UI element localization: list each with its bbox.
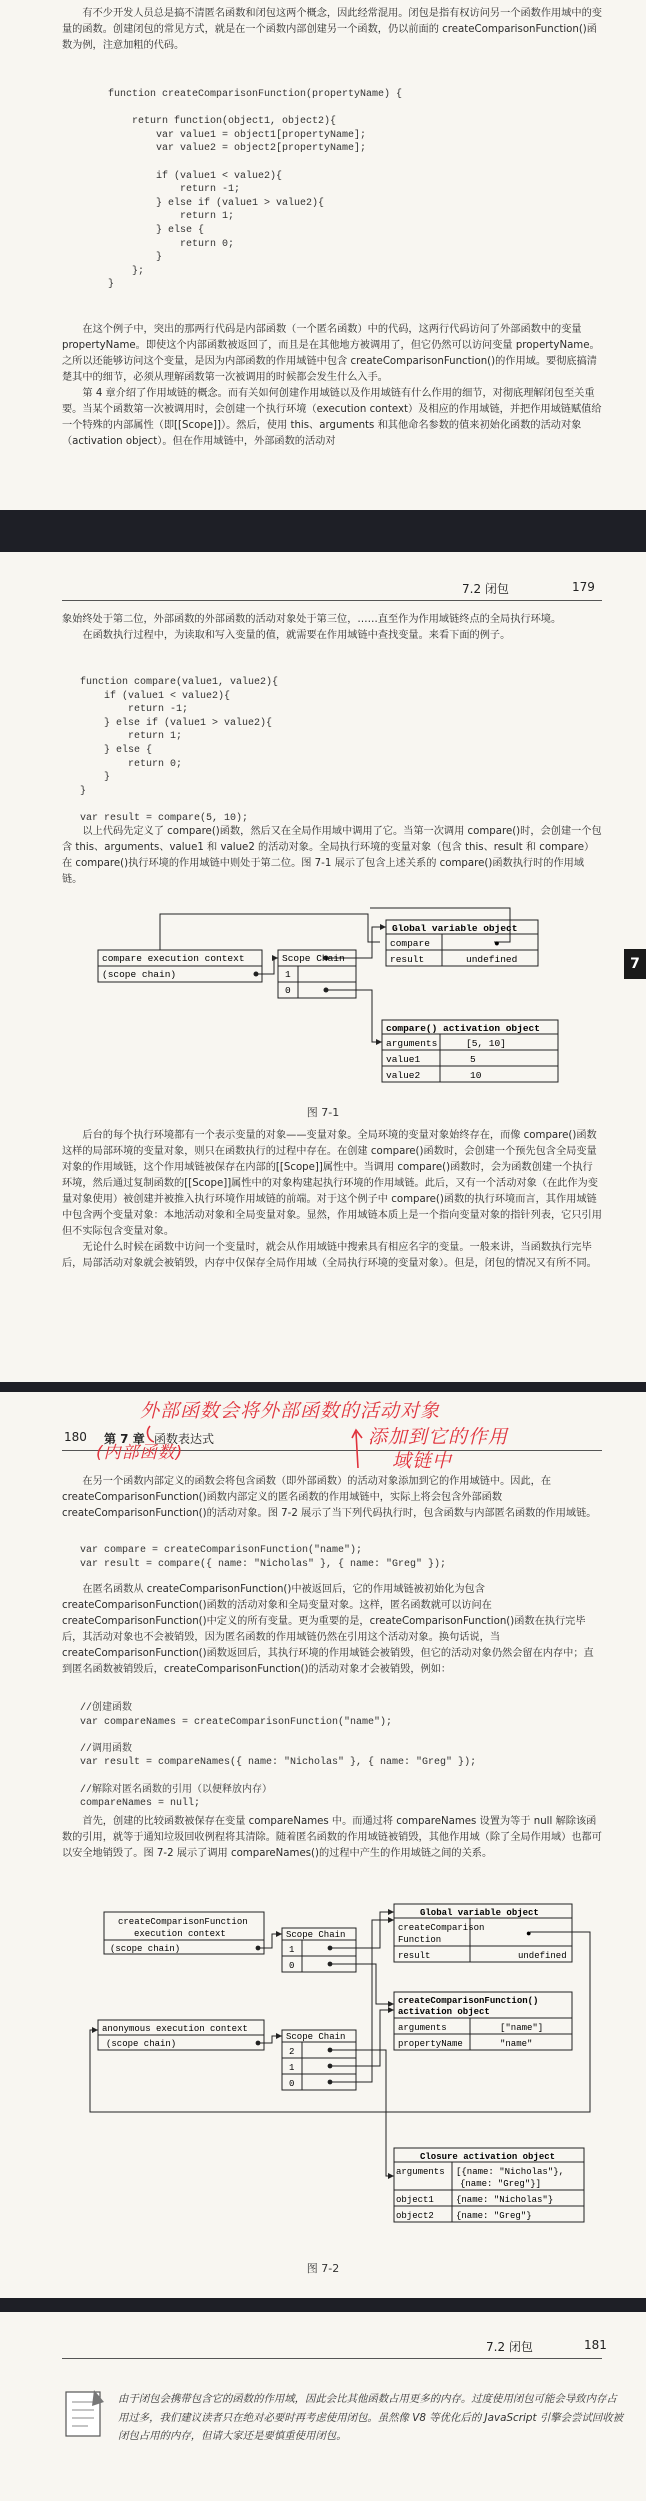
handwritten-note: 域链中 bbox=[392, 1450, 453, 1472]
ctx-title: execution context bbox=[134, 1929, 226, 1939]
page3-explanation bbox=[62, 1582, 602, 1678]
note-text: 由于闭包会携带包含它的函数的作用域，因此会比其他函数占用更多的内存。过度使用闭包可能会导致内存占用过多，我们建议读者只在绝对必要时再考虑使用闭包。虽然像 V8 等优化后的 JavaScript 引擎会尝试回收被闭包占用的内存，但请大家还是要慎重使用闭包。 bbox=[118, 2393, 624, 2443]
page2-intro bbox=[62, 612, 602, 644]
global-row-value: ● bbox=[526, 1929, 532, 1939]
chain-title: Scope Chain bbox=[282, 953, 345, 964]
activation-row-value: "name" bbox=[500, 2039, 533, 2049]
activation-row-name: value1 bbox=[386, 1054, 421, 1065]
handwritten-note: (内部函数) bbox=[96, 1443, 184, 1463]
header-rule bbox=[62, 2358, 602, 2359]
running-header: 7.2 闭包 bbox=[462, 582, 509, 596]
global-row-name: compare bbox=[390, 938, 430, 949]
activation-row-value: ["name"] bbox=[500, 2023, 544, 2033]
page3-code-block-1 bbox=[80, 1544, 620, 1571]
activation-object-title: compare() activation object bbox=[386, 1023, 540, 1034]
chapter-title: 函数表达式 bbox=[154, 1432, 215, 1446]
page3-code-block-2 bbox=[80, 1702, 620, 1811]
closure-row-value: {name: "Greg"} bbox=[456, 2211, 532, 2221]
figure-caption: 图 7-1 bbox=[306, 1106, 340, 1119]
ctx-scope: (scope chain) bbox=[102, 969, 177, 980]
activation-row-name: propertyName bbox=[398, 2039, 463, 2049]
global-object-title: Global variable object bbox=[420, 1908, 539, 1918]
chain-title: Scope Chain bbox=[286, 2032, 346, 2042]
closure-row-value: {name: "Nicholas"} bbox=[456, 2195, 554, 2205]
paragraph: 有不少开发人员总是搞不清匿名函数和闭包这两个概念，因此经常混用。闭包是指有权访问另一个函数作用域中的变量的函数。创建闭包的常见方式，就是在一个函数内部创建另一个函数，仍以前面的 createComparisonFunction()函数为例，注意加粗的代码。 bbox=[62, 8, 602, 51]
closure-row-name: object2 bbox=[396, 2211, 434, 2221]
closure-row-value: [{name: "Nicholas"}, bbox=[456, 2167, 565, 2177]
global-row-value: undefined bbox=[518, 1951, 567, 1961]
chapter-tab: 7 bbox=[624, 949, 646, 979]
chain-index: 1 bbox=[285, 969, 291, 980]
closure-row-name: object1 bbox=[396, 2195, 434, 2205]
chain-title: Scope Chain bbox=[286, 1930, 346, 1940]
page1-code-block bbox=[108, 88, 646, 292]
page-number: 181 bbox=[584, 2338, 607, 2352]
global-row-name: result bbox=[390, 954, 425, 965]
code-listing: var compare = createComparisonFunction("name"); var result = compare({ name: "Nicholas" }, { name: "Greg" }); bbox=[80, 1545, 447, 1570]
code-listing: //创建函数 var compareNames = createComparisonFunction("name"); //调用函数 var result = compareNames({ name: "Nicholas" }, { name: "Greg" }); //解除对匿名函数的引用（以便释放内存） compareNames = null; bbox=[80, 1703, 477, 1810]
activation-row-value: 10 bbox=[470, 1070, 482, 1081]
page2-code-block bbox=[80, 676, 620, 826]
chain-index: 1 bbox=[289, 2063, 295, 2073]
paragraph: 首先，创建的比较函数被保存在变量 compareNames 中。而通过将 compareNames 设置为等于 null 解除该函数的引用，就等于通知垃圾回收例程将其清除。随着匿名函数的作用域链被销毁，其他作用域（除了全局作用域）也都可以安全地销毁了。图 7-2 展示了调用 compareNames()的过程中产生的作用域链之间的关系。 bbox=[62, 1816, 602, 1859]
activation-row-value: [5, 10] bbox=[466, 1038, 506, 1049]
figure-7-2 bbox=[0, 1880, 646, 2260]
global-object-title: Global variable object bbox=[392, 923, 518, 934]
code-listing: function compare(value1, value2){ if (value1 < value2){ return -1; } else if (value1 > value2){ return 1; } else { return 0; } } var result = compare(5, 10); bbox=[80, 677, 279, 824]
activation-object-title: createComparisonFunction() bbox=[398, 1996, 539, 2006]
book-page-181 bbox=[0, 2312, 646, 2501]
chain-index: 0 bbox=[289, 1961, 295, 1971]
page1-body bbox=[62, 322, 602, 450]
running-header: 7.2 闭包 bbox=[486, 2340, 533, 2354]
chain-index: 0 bbox=[289, 2079, 295, 2089]
activation-row-value: 5 bbox=[470, 1054, 476, 1065]
page2-body bbox=[62, 1128, 602, 1272]
paragraph: 在另一个函数内部定义的函数会将包含函数（即外部函数）的活动对象添加到它的作用域链中。因此，在 createComparisonFunction()函数内部定义的匿名函数的作用域链中，实际上将会包含外部函数 createComparisonFunction()的活动对象。图 7-2 展示了当下列代码执行时，包含函数与内部匿名函数的作用域链。 bbox=[62, 1476, 597, 1519]
activation-row-name: arguments bbox=[386, 1038, 438, 1049]
paragraph: 以上代码先定义了 compare()函数，然后又在全局作用域中调用了它。当第一次调用 compare()时，会创建一个包含 this、arguments、value1 和 value2 的活动对象。全局执行环境的变量对象（包含 this、result 和 compare）在 compare()执行环境的作用域链中则处于第二位。图 7-1 展示了包含上述关系的 compare()函数执行时的作用域链。 bbox=[62, 826, 602, 885]
page-number: 179 bbox=[572, 580, 595, 594]
ctx-scope: (scope chain) bbox=[110, 1944, 181, 1954]
page1-intro bbox=[62, 6, 602, 54]
paragraph: 第 4 章介绍了作用域链的概念。而有关如何创建作用域链以及作用域链有什么作用的细节，对彻底理解闭包至关重要。当某个函数第一次被调用时，会创建一个执行环境（execution context）及相应的作用域链，并把作用域链赋值给一个特殊的内部属性（即[[Scope]]）。然后，使用 this、arguments 和其他命名参数的值来初始化函数的活动对象（activation object）。但在作用域链中，外部函数的活动对 bbox=[62, 388, 602, 447]
header-rule bbox=[62, 600, 602, 601]
activation-object-title: activation object bbox=[398, 2007, 490, 2017]
global-row-value: ● bbox=[494, 938, 500, 949]
page-number: 180 bbox=[64, 1430, 87, 1444]
page3-body bbox=[62, 1814, 602, 1862]
paragraph: 无论什么时候在函数中访问一个变量时，就会从作用域链中搜索具有相应名字的变量。一般来讲，当函数执行完毕后，局部活动对象就会被销毁，内存中仅保存全局作用域（全局执行环境的变量对象）。但是，闭包的情况又有所不同。 bbox=[62, 1242, 597, 1269]
book-page-180 bbox=[0, 1392, 646, 2298]
chapter-label: 第 7 章 bbox=[104, 1432, 145, 1446]
global-row-name: createComparison bbox=[398, 1923, 485, 1933]
chain-index: 0 bbox=[285, 985, 291, 996]
closure-object-title: Closure activation object bbox=[420, 2152, 556, 2162]
page3-intro bbox=[62, 1474, 602, 1522]
figure-caption: 图 7-2 bbox=[306, 2262, 340, 2275]
paragraph: 在这个例子中，突出的那两行代码是内部函数（一个匿名函数）中的代码，这两行代码访问了外部函数中的变量 propertyName。即使这个内部函数被返回了，而且是在其他地方被调用了，但它仍然可以访问变量 propertyName。之所以还能够访问这个变量，是因为内部函数的作用域链中包含 createComparisonFunction()的作用域。要彻底搞清楚其中的细节，必须从理解函数第一次被调用的时候都会发生什么入手。 bbox=[62, 324, 600, 383]
activation-row-name: arguments bbox=[398, 2023, 447, 2033]
closure-row-value: {name: "Greg"}] bbox=[460, 2179, 542, 2189]
chain-index: 1 bbox=[289, 1945, 295, 1955]
closure-row-name: arguments bbox=[396, 2167, 445, 2177]
global-row-value: undefined bbox=[466, 954, 518, 965]
handwritten-arrow bbox=[0, 1392, 646, 1482]
paragraph: 象始终处于第二位，外部函数的外部函数的活动对象处于第三位，……直至作为作用域链终点的全局执行环境。 bbox=[62, 614, 562, 625]
figure-7-1 bbox=[0, 892, 646, 1102]
book-page-1 bbox=[0, 0, 646, 510]
paragraph: 在匿名函数从 createComparisonFunction()中被返回后，它的作用域链被初始化为包含 createComparisonFunction()函数的活动对象和全局变量对象。这样，匿名函数就可以访问在 createComparisonFunction()中定义的所有变量。更为重要的是，createComparisonFunction()函数在执行完毕后，其活动对象也不会被销毁，因为匿名函数的作用域链仍然在引用这个活动对象。换句话说，当 createComparisonFunction()函数返回后，其执行环境的作用域链会被销毁，但它的活动对象仍然会留在内存中；直到匿名函数被销毁后，createComparisonFunction()的活动对象才会被销毁，例如： bbox=[62, 1584, 594, 1675]
code-listing: function createComparisonFunction(propertyName) { return function(object1, object2){ var value1 = object1[propertyName]; var value2 = object2[propertyName]; if (value1 < value2){ return -1; } else if (value1 > value2){ return 1; } else { return 0; } }; } bbox=[108, 89, 403, 291]
ctx-title: compare execution context bbox=[102, 953, 245, 964]
ctx-title: createComparisonFunction bbox=[118, 1917, 248, 1927]
global-row-name: result bbox=[398, 1951, 431, 1961]
handwritten-note: 外部函数会将外部函数的活动对象 bbox=[140, 1400, 441, 1422]
book-page-179 bbox=[0, 552, 646, 1382]
note-icon bbox=[64, 2388, 108, 2448]
chain-index: 2 bbox=[289, 2047, 295, 2057]
ctx-title: anonymous execution context bbox=[102, 2024, 248, 2034]
ctx-scope: (scope chain) bbox=[106, 2039, 177, 2049]
page2-explanation bbox=[62, 824, 602, 888]
activation-row-name: value2 bbox=[386, 1070, 421, 1081]
handwritten-note: 添加到它的作用 bbox=[368, 1426, 509, 1448]
global-row-name: Function bbox=[398, 1935, 442, 1945]
paragraph: 在函数执行过程中，为读取和写入变量的值，就需要在作用域链中查找变量。来看下面的例子。 bbox=[82, 630, 511, 641]
paragraph: 后台的每个执行环境都有一个表示变量的对象——变量对象。全局环境的变量对象始终存在，而像 compare()函数这样的局部环境的变量对象，则只在函数执行的过程中存在。在创建 compare()函数时，会创建一个预先包含全局变量对象的作用域链，这个作用域链被保存在内部的[[Scope]]属性中。当调用 compare()函数时，会为函数创建一个执行环境，然后通过复制函数的[[Scope]]属性中的对象构建起执行环境的作用域链。此后，又有一个活动对象（在此作为变量对象使用）被创建并被推入执行环境作用域链的前端。对于这个例子中 compare()函数的执行环境而言，其作用域链中包含两个变量对象：本地活动对象和全局变量对象。显然，作用域链本质上是一个指向变量对象的指针列表，它只引用但不实际包含变量对象。 bbox=[62, 1130, 602, 1237]
